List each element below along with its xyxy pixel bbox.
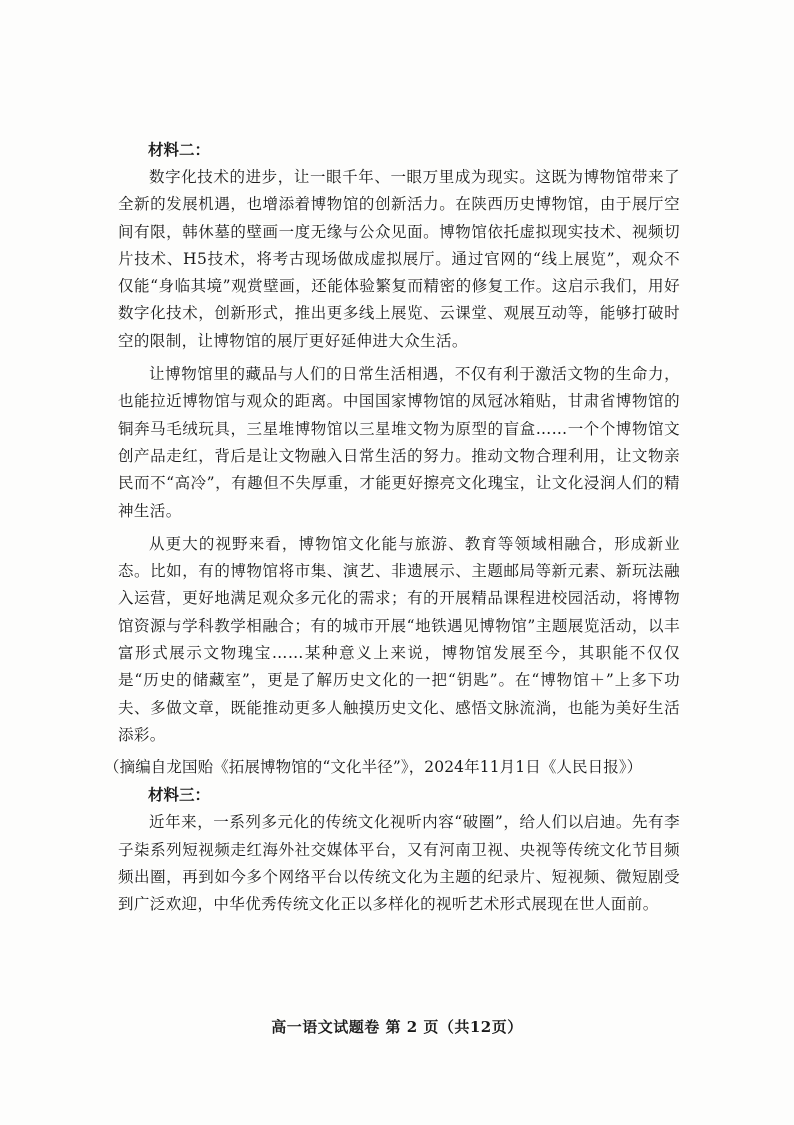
- material-2-heading: 材料二：: [148, 140, 211, 159]
- material-2-source: （摘编自龙国贻《拓展博物馆的“文化半径”》，2024年11月1日《人民日报》）: [104, 758, 643, 777]
- page-content: [104, 136, 680, 918]
- material-2-paragraph-1: 数字化技术的进步，让一眼千年、一眼万里成为现实。这既为博物馆带来了全新的发展机遇，也增添着博物馆的创新活力。在陕西历史博物馆，由于展厅空间有限，韩休墓的壁画一度无缘与公众见面。博物馆依托虚拟现实技术、视频切片技术、H5技术，将考古现场做成虚拟展厅。通过官网的“线上展览”，观众不仅能“身临其境”观赏壁画，还能体验繁复而精密的修复工作。这启示我们，用好数字化技术，创新形式，推出更多线上展览、云课堂、观展互动等，能够打破时空的限制，让博物馆的展厅更好延伸进大众生活。: [118, 168, 680, 350]
- material-2-paragraph-3: 从更大的视野来看，博物馆文化能与旅游、教育等领域相融合，形成新业态。比如，有的博物馆将市集、演艺、非遗展示、主题邮局等新元素、新玩法融入运营，更好地满足观众多元化的需求；有的开展精品课程进校园活动，将博物馆资源与学科教学相融合；有的城市开展“地铁遇见博物馆”主题展览活动，以丰富形式展示文物瑰宝……某种意义上来说，博物馆发展至今，其职能不仅仅是“历史的储藏室”，更是了解历史文化的一把“钥匙”。在“博物馆＋”上多下功夫、多做文章，既能推动更多人触摸历史文化、感悟文脉流淌，也能为美好生活添彩。: [118, 534, 680, 744]
- material-2-paragraph-2: 让博物馆里的藏品与人们的日常生活相遇，不仅有利于激活文物的生命力，也能拉近博物馆与观众的距离。中国国家博物馆的凤冠冰箱贴，甘肃省博物馆的铜奔马毛绒玩具，三星堆博物馆以三星堆文物为原型的盲盒……一个个博物馆文创产品走红，背后是让文物融入日常生活的努力。推动文物合理利用，让文物亲民而不“高冷”，有趣但不失厚重，才能更好擦亮文化瑰宝，让文化浸润人们的精神生活。: [118, 365, 680, 520]
- material-3-paragraph-1: 近年来，一系列多元化的传统文化视听内容“破圈”，给人们以启迪。先有李子柒系列短视频走红海外社交媒体平台，又有河南卫视、央视等传统文化节目频频出圈，再到如今多个网络平台以传统文化为主题的纪录片、短视频、微短剧受到广泛欢迎，中华优秀传统文化正以多样化的视听艺术形式展现在世人面前。: [118, 813, 680, 914]
- page-footer: 高一语文试题卷 第 2 页（共12页）: [271, 1018, 523, 1036]
- material-3-heading: 材料三：: [148, 785, 211, 805]
